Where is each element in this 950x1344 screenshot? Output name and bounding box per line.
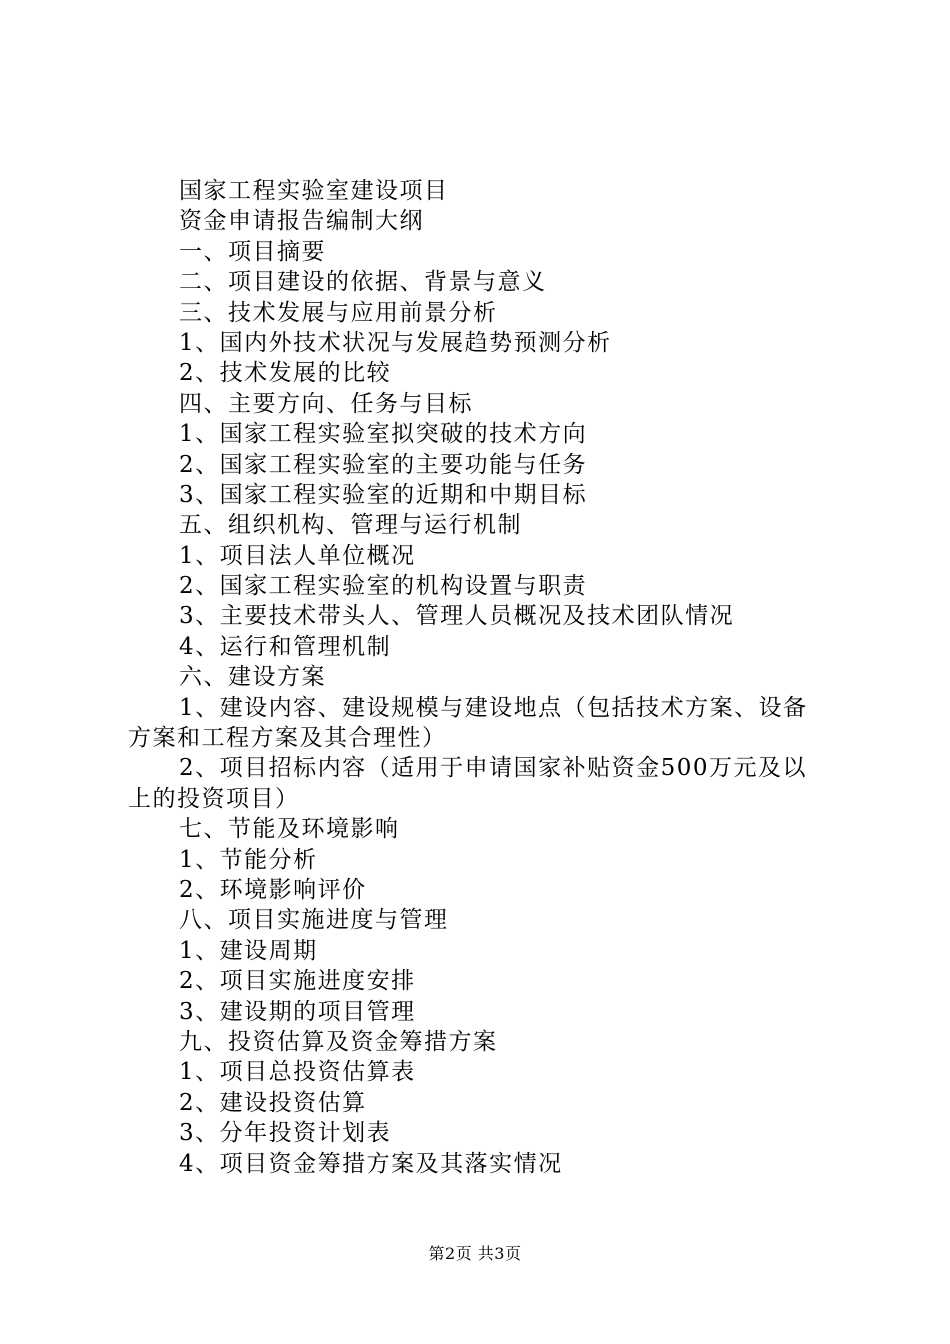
outline-item: 2、国家工程实验室的主要功能与任务 (179, 451, 588, 478)
section-heading: 三、技术发展与应用前景分析 (179, 299, 498, 326)
outline-item: 1、建设内容、建设规模与建设地点（包括技术方案、设备 (179, 694, 808, 721)
outline-item: 1、项目总投资估算表 (179, 1059, 416, 1086)
outline-item: 3、建设期的项目管理 (179, 998, 416, 1025)
section-heading: 八、项目实施进度与管理 (179, 907, 449, 934)
outline-item: 1、节能分析 (179, 846, 318, 873)
outline-item-continuation: 上的投资项目） (128, 785, 300, 812)
section-heading: 二、项目建设的依据、背景与意义 (179, 269, 547, 296)
outline-item: 2、国家工程实验室的机构设置与职责 (179, 573, 588, 600)
outline-item: 1、国家工程实验室拟突破的技术方向 (179, 421, 588, 448)
outline-item: 4、运行和管理机制 (179, 633, 392, 660)
outline-item: 2、环境影响评价 (179, 876, 367, 903)
outline-item: 1、项目法人单位概况 (179, 542, 416, 569)
outline-item: 2、项目实施进度安排 (179, 968, 416, 995)
section-heading: 九、投资估算及资金筹措方案 (179, 1028, 498, 1055)
outline-item: 3、主要技术带头人、管理人员概况及技术团队情况 (179, 603, 735, 630)
document-body (128, 176, 833, 1179)
section-heading: 一、项目摘要 (179, 238, 326, 265)
section-heading: 六、建设方案 (179, 664, 326, 691)
section-heading: 五、组织机构、管理与运行机制 (179, 512, 522, 539)
outline-item: 1、建设周期 (179, 937, 318, 964)
outline-item: 2、项目招标内容（适用于申请国家补贴资金500万元及以 (179, 755, 808, 782)
outline-item: 4、项目资金筹措方案及其落实情况 (179, 1150, 563, 1177)
title-line-2: 资金申请报告编制大纲 (179, 208, 424, 235)
section-heading: 七、节能及环境影响 (179, 816, 400, 843)
outline-item: 1、国内外技术状况与发展趋势预测分析 (179, 329, 612, 356)
title-line-1: 国家工程实验室建设项目 (179, 178, 449, 204)
outline-item: 3、国家工程实验室的近期和中期目标 (179, 481, 588, 508)
outline-item-continuation: 方案和工程方案及其合理性） (128, 725, 447, 752)
outline-item: 3、分年投资计划表 (179, 1120, 392, 1147)
section-heading: 四、主要方向、任务与目标 (179, 390, 473, 417)
outline-item: 2、技术发展的比较 (179, 360, 392, 387)
page-number-footer: 第2页 共3页 (428, 1244, 522, 1263)
outline-item: 2、建设投资估算 (179, 1089, 367, 1116)
